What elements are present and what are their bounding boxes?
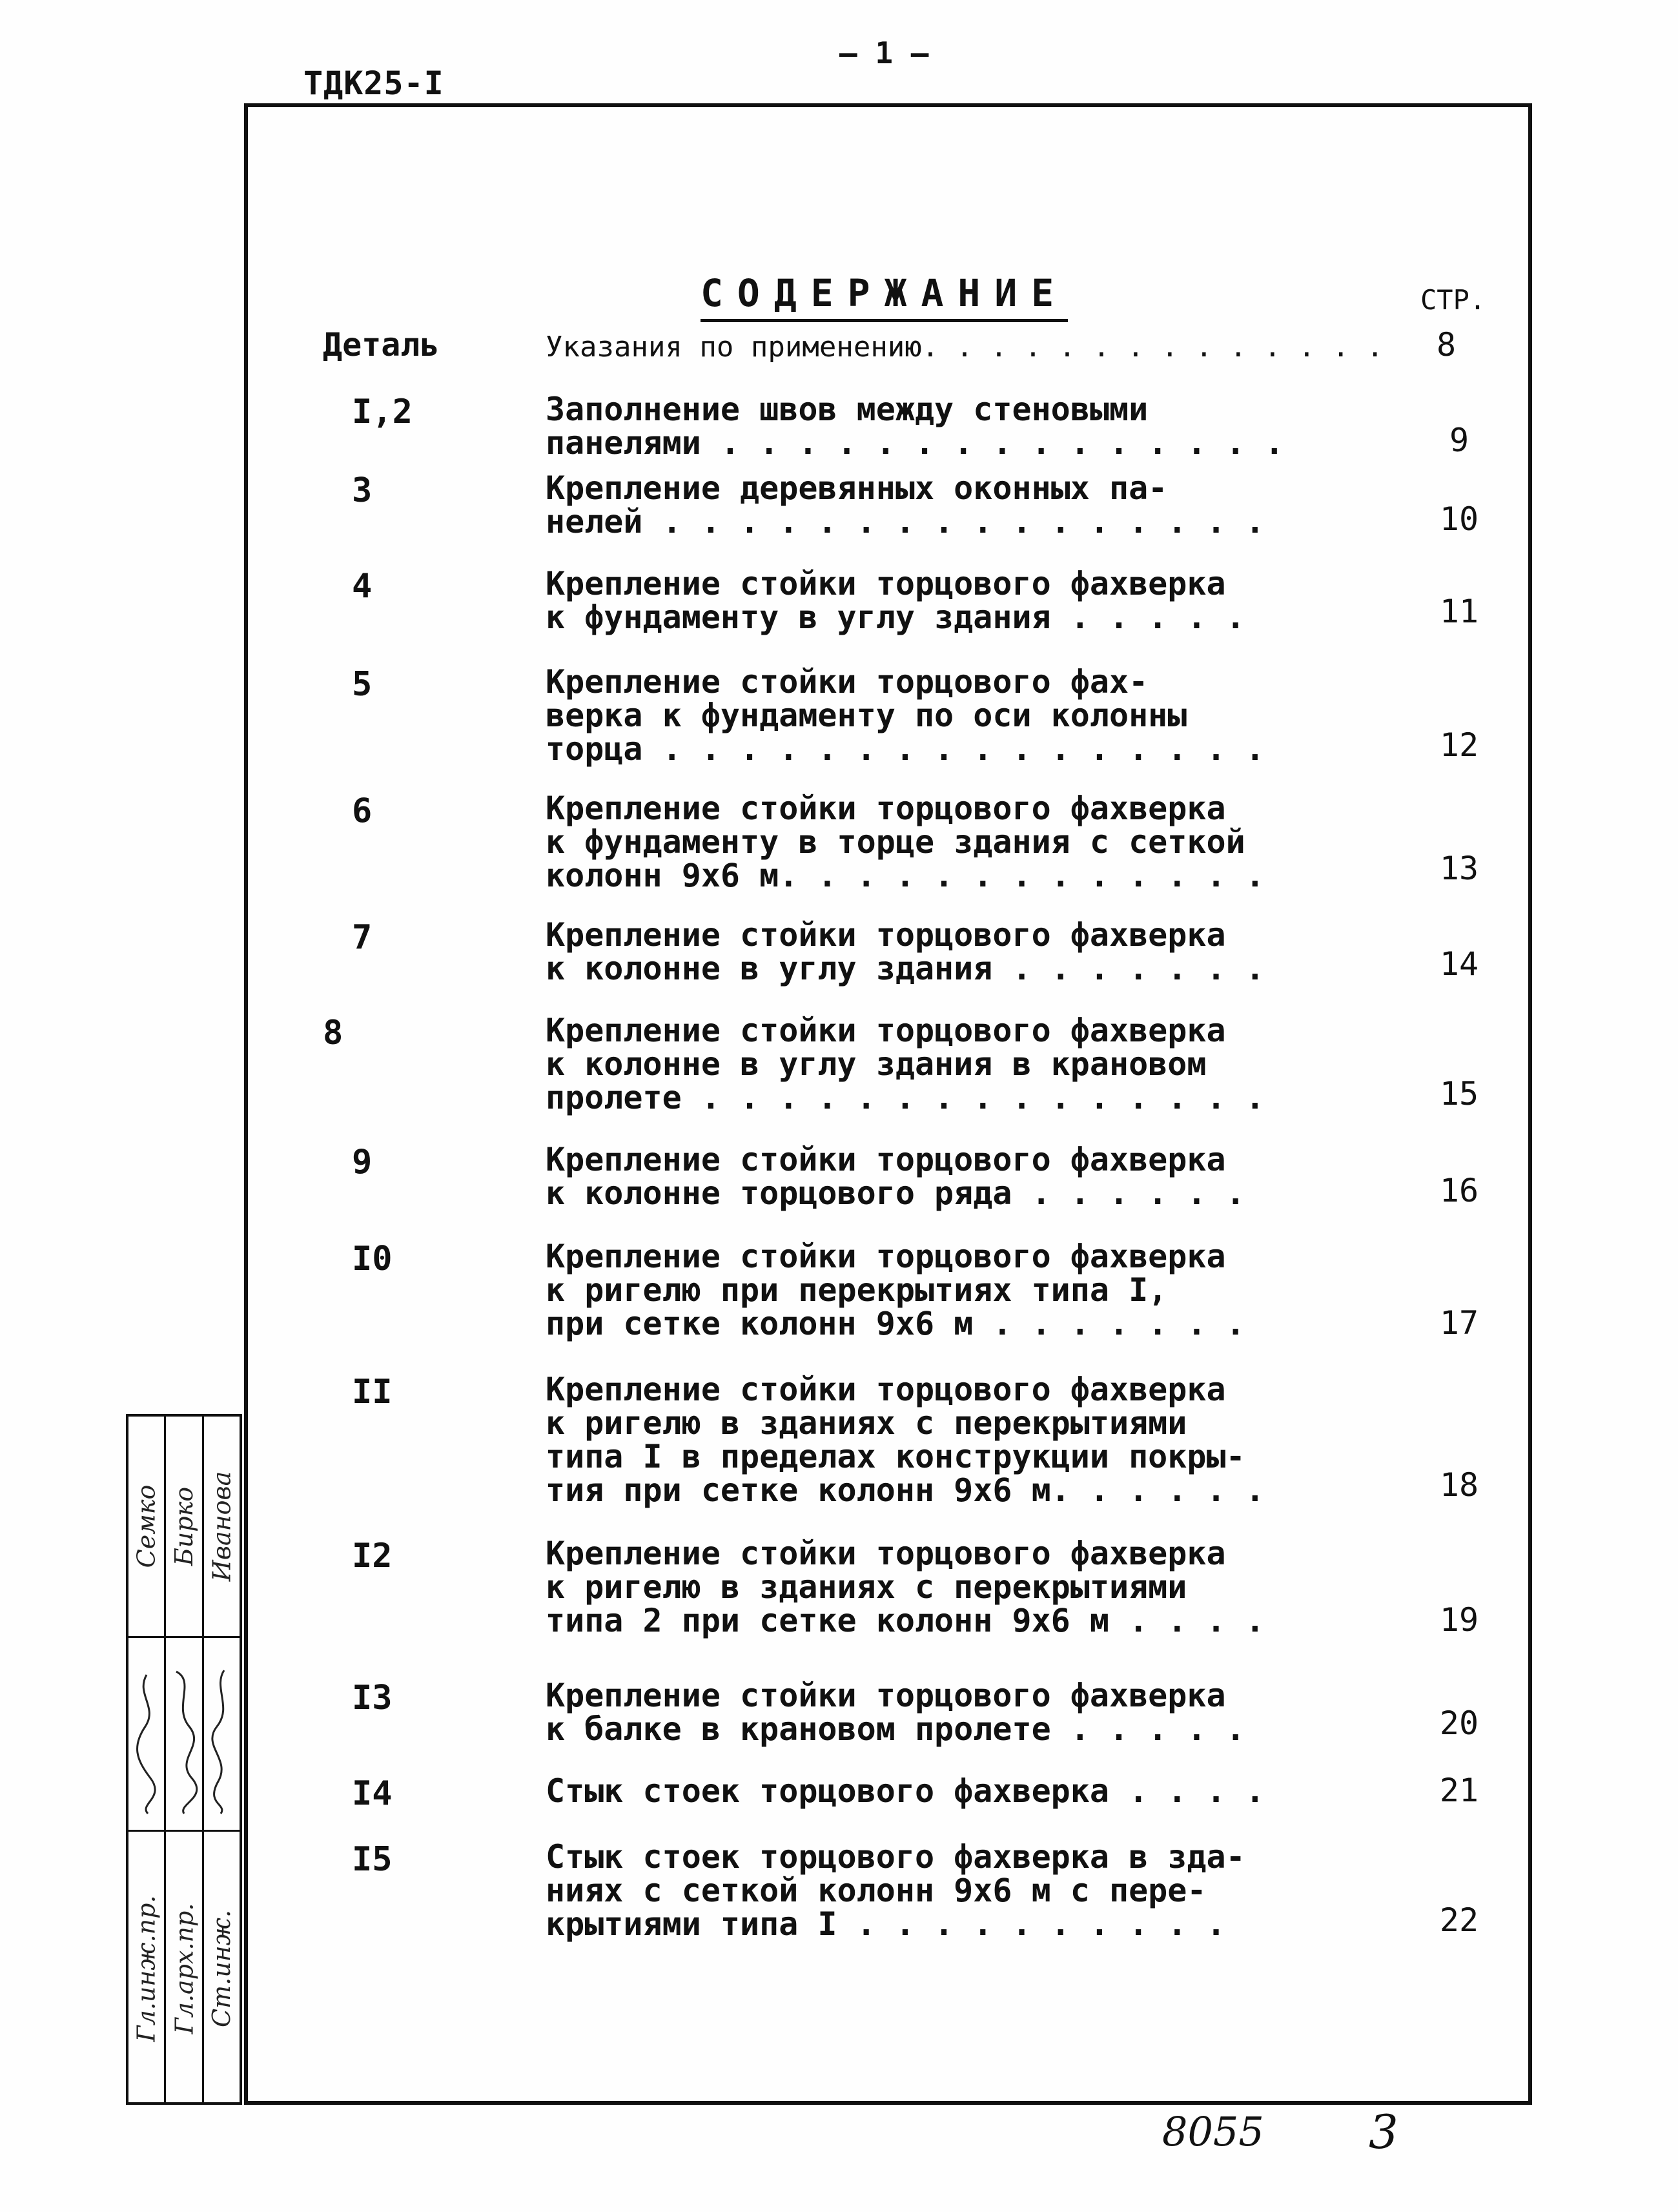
stamp-role: Ст.инж. bbox=[207, 1910, 236, 2027]
stamp-row bbox=[166, 1417, 203, 2102]
entry-page: 15 bbox=[1439, 1075, 1479, 1112]
entry-number: I3 bbox=[352, 1679, 393, 1717]
entry-page: 21 bbox=[1439, 1772, 1479, 1809]
entry-text: Крепление деревянных оконных па- нелей . . . . . . . . . . . . . . . . bbox=[546, 469, 1265, 540]
page-number: — 1 — bbox=[839, 36, 929, 70]
signature-3 bbox=[208, 1665, 236, 1817]
toc-intro-text: Указания по применению. . . . . . . . . . . . . . bbox=[546, 331, 1384, 364]
entry-number: I5 bbox=[352, 1840, 393, 1879]
stamp-name: Иванова bbox=[207, 1471, 236, 1582]
sheet-number: 3 bbox=[1369, 2105, 1398, 2159]
entry-number: I0 bbox=[352, 1240, 393, 1278]
entry-page: 9 bbox=[1449, 422, 1469, 459]
stamp-role: Гл.арх.пр. bbox=[170, 1903, 198, 2034]
stamp-role: Гл.инж.пр. bbox=[132, 1895, 161, 2042]
document-code: ТДК25-I bbox=[303, 65, 444, 102]
entry-text: Крепление стойки торцового фахверка к фундаменту в углу здания . . . . . bbox=[546, 565, 1245, 636]
stamp-name: Бирко bbox=[169, 1486, 198, 1566]
entry-page: 14 bbox=[1439, 945, 1479, 983]
column-header-page: СТР. bbox=[1420, 284, 1486, 316]
entry-page: 12 bbox=[1439, 726, 1479, 764]
entry-text: Крепление стойки торцового фахверка к ригелю в зданиях с перекрытиями типа I в пределах конструкции покры- тия при сетке колонн 9х6 м. . . . . . bbox=[546, 1371, 1265, 1509]
entry-text: Крепление стойки торцового фахверка к балке в крановом пролете . . . . . bbox=[546, 1677, 1245, 1748]
stamp-row bbox=[128, 1417, 166, 2102]
approval-stamp bbox=[126, 1414, 242, 2105]
entry-text: Крепление стойки торцового фахверка к ригелю при перекрытиях типа I, при сетке колонн 9х6 м . . . . . . . bbox=[546, 1238, 1245, 1342]
entry-number: 3 bbox=[352, 471, 373, 510]
entry-text: Крепление стойки торцового фахверка к фундаменту в торце здания с сеткой колонн 9х6 м. . . . . . . . . . . . . bbox=[546, 790, 1265, 894]
entry-text: Крепление стойки торцового фахверка к ригелю в зданиях с перекрытиями типа 2 при сетке колонн 9х6 м . . . . bbox=[546, 1535, 1265, 1639]
stamp-name: Семко bbox=[132, 1484, 161, 1568]
entry-number: 4 bbox=[352, 567, 373, 606]
entry-page: 22 bbox=[1439, 1901, 1479, 1939]
signature-2 bbox=[170, 1662, 198, 1817]
toc-title: СОДЕРЖАНИЕ bbox=[701, 271, 1068, 322]
entry-number: 7 bbox=[352, 918, 373, 957]
entry-page: 18 bbox=[1439, 1466, 1479, 1504]
entry-text: Крепление стойки торцового фах- верка к фундаменту по оси колонны торца . . . . . . . . . . . . . . . . bbox=[546, 663, 1265, 768]
toc-intro-page: 8 bbox=[1437, 326, 1457, 364]
stamp-row bbox=[204, 1417, 240, 2102]
entry-page: 11 bbox=[1439, 593, 1479, 630]
entry-text: Стык стоек торцового фахверка в зда- ниях с сеткой колонн 9х6 м с пере- крытиями типа I . . . . . . . . . . bbox=[546, 1838, 1245, 1943]
entry-number: 8 bbox=[323, 1014, 343, 1052]
column-header-detail: Деталь bbox=[323, 326, 440, 364]
entry-number: I,2 bbox=[352, 393, 413, 431]
entry-text: Крепление стойки торцового фахверка к колонне в углу здания в крановом пролете . . . . . . . . . . . . . . . bbox=[546, 1012, 1265, 1116]
entry-text: Стык стоек торцового фахверка . . . . bbox=[546, 1772, 1265, 1810]
entry-text: Крепление стойки торцового фахверка к колонне торцового ряда . . . . . . bbox=[546, 1141, 1245, 1212]
entry-number: I4 bbox=[352, 1774, 393, 1813]
archive-number: 8055 bbox=[1162, 2108, 1264, 2155]
entry-page: 17 bbox=[1439, 1304, 1479, 1342]
entry-page: 20 bbox=[1439, 1705, 1479, 1742]
entry-page: 19 bbox=[1439, 1601, 1479, 1639]
entry-number: 9 bbox=[352, 1143, 373, 1182]
entry-page: 16 bbox=[1439, 1172, 1479, 1209]
entry-page: 13 bbox=[1439, 850, 1479, 887]
entry-text: Заполнение швов между стеновыми панелями . . . . . . . . . . . . . . . bbox=[546, 391, 1284, 462]
entry-text: Крепление стойки торцового фахверка к колонне в углу здания . . . . . . . bbox=[546, 916, 1265, 987]
entry-page: 10 bbox=[1439, 500, 1479, 538]
entry-number: I2 bbox=[352, 1537, 393, 1575]
entry-number: 5 bbox=[352, 665, 373, 704]
signature-1 bbox=[132, 1668, 161, 1817]
entry-number: 6 bbox=[352, 792, 373, 830]
entry-number: II bbox=[352, 1373, 393, 1411]
